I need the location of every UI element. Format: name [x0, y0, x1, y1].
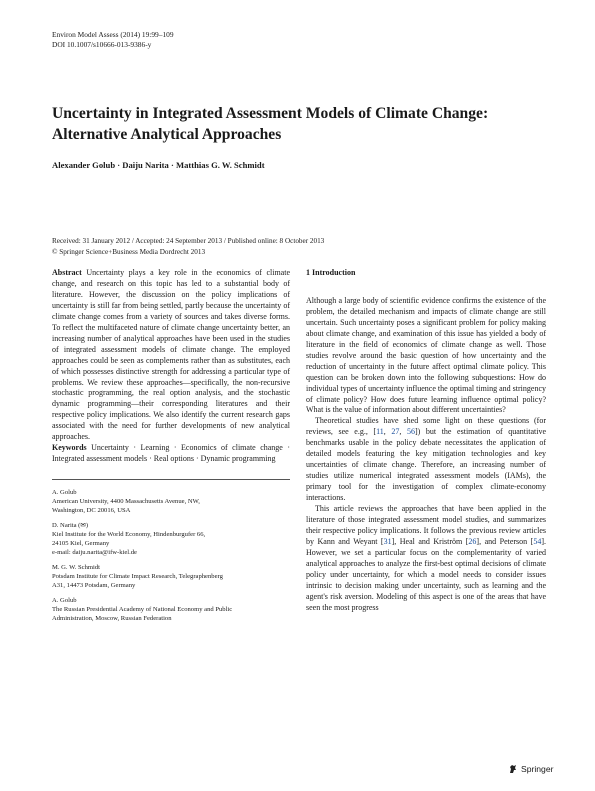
doi: DOI 10.1007/s10666-013-9386-y: [52, 40, 152, 49]
publication-info: [52, 236, 324, 257]
citation-link[interactable]: 56: [406, 427, 415, 437]
abstract-text: Uncertainty plays a key role in the economics of climate change, and research on this topic has led to a substantial body of literature. However, the discussion on the policy implications of uncertainty is still far from being settled, partly because the uncertainty of climate change comes from a variety of sources and takes diverse forms. To reflect the multifaceted nature of climate change uncertainty better, an increasing number of analytical approaches have been used in the studies of integrated assessment models of climate change. The employed approaches could be seen as complements rather than as substitutes, each of which possesses distinctive strength for addressing a particular type of problems. We review these approaches—specifically, the non-recursive stochastic programming, the real option analysis, and the stochastic dynamic programming—their corresponding literatures and their respective policy implications. We also identify the current research gaps associated with the need for further developments of new analytical approaches.: [52, 268, 290, 442]
left-column: [52, 268, 290, 629]
publisher-name: Springer: [521, 764, 554, 774]
keywords: [52, 443, 290, 465]
copyright: © Springer Science+Business Media Dordrecht 2013: [52, 247, 206, 256]
springer-horse-icon: [508, 764, 518, 774]
affiliation-1: A. Golub American University, 4400 Massachusetts Avenue, NW, Washington, DC 20016, USA: [52, 489, 200, 515]
publisher-logo: [508, 764, 553, 774]
right-column: [306, 268, 546, 614]
abstract: [52, 268, 290, 443]
intro-paragraph-3: This article reviews the approaches that have been applied in the literature of those integrated assessment model studies, and summarizes their respective policy implications. It follows the previous review articles by Kann and Weyant [31], Heal and Kriström [26], and Peterson [54]. However, we set a particular focus on the complementarity of varied analytical approaches to analyze the first-best optimal decisions of climate policy under uncertainty, for which a model needs to consider issues intrinsic to decision making under uncertainty, such as learning and the agent's risk aversion. Modeling of this aspect is one of the areas that have seen the most progress: [306, 504, 546, 612]
journal-citation: Environ Model Assess (2014) 19:99–109: [52, 30, 174, 39]
citation-link[interactable]: 54: [533, 536, 542, 546]
journal-header: [52, 30, 174, 50]
email-link[interactable]: e-mail: daiju.narita@ifw-kiel.de: [52, 549, 137, 557]
paper-title: Uncertainty in Integrated Assessment Models of Climate Change: Alternative Analytical Approaches: [52, 105, 489, 143]
citation-link[interactable]: 27: [391, 427, 400, 437]
section-heading: 1 Introduction: [306, 268, 356, 277]
keywords-label: Keywords: [52, 443, 87, 453]
intro-paragraph-2: Theoretical studies have shed some light on these questions (for reviews, see e.g., [11, 27, 56]) but the estimation of quantitative benchmarks usable in the policy debate necessitates the application of detailed models featuring the key mitigation technologies and key uncertainties of climate change. Therefore, an increasing number of studies utilize numerical integrated assessment models (IAMs), the primary tool for the investigation of complex climate-economy interactions.: [306, 416, 546, 503]
affiliation-2: D. Narita (✉) Kiel Institute for the World Economy, Hindenburgufer 66, 24105 Kiel, Germany e-mail: daiju.narita@ifw-kiel.de: [52, 521, 290, 557]
keywords-text: Uncertainty · Learning · Economics of climate change · Integrated assessment models · Real options · Dynamic programming: [52, 443, 290, 464]
citation-link[interactable]: 26: [468, 536, 477, 546]
author-list: Alexander Golub · Daiju Narita · Matthias G. W. Schmidt: [52, 160, 265, 170]
abstract-label: Abstract: [52, 268, 82, 277]
intro-paragraph-1: Although a large body of scientific evidence confirms the existence of the problem, the detailed mechanism and impacts of climate change are still uncertain. Such uncertainty poses a significant problem for policy making about climate change, and examination of this issue has yielded a body of literature in the field of economics of climate change as well. Those studies revolve around the basic question of how uncertainty and the reduction of uncertainty in the future affect optimal climate policy. This question can be broken down into the following subquestions: How do individual types of uncertainty influence the optimal timing and stringency of climate policy? How does future learning influence optimal policy? What is the value of information about different uncertainties?: [306, 295, 546, 415]
affiliation-4: A. Golub The Russian Presidential Academy of National Economy and Public Administration, Moscow, Russian Federation: [52, 597, 233, 623]
affiliation-3: M. G. W. Schmidt Potsdam Institute for Climate Impact Research, Telegraphenberg A31, 14473 Potsdam, Germany: [52, 564, 223, 590]
received-dates: Received: 31 January 2012 / Accepted: 24 September 2013 / Published online: 8 October 2013: [52, 237, 325, 245]
affiliation-divider: [52, 479, 290, 480]
citation-link[interactable]: 31: [383, 536, 392, 546]
citation-link[interactable]: 11: [376, 427, 384, 437]
